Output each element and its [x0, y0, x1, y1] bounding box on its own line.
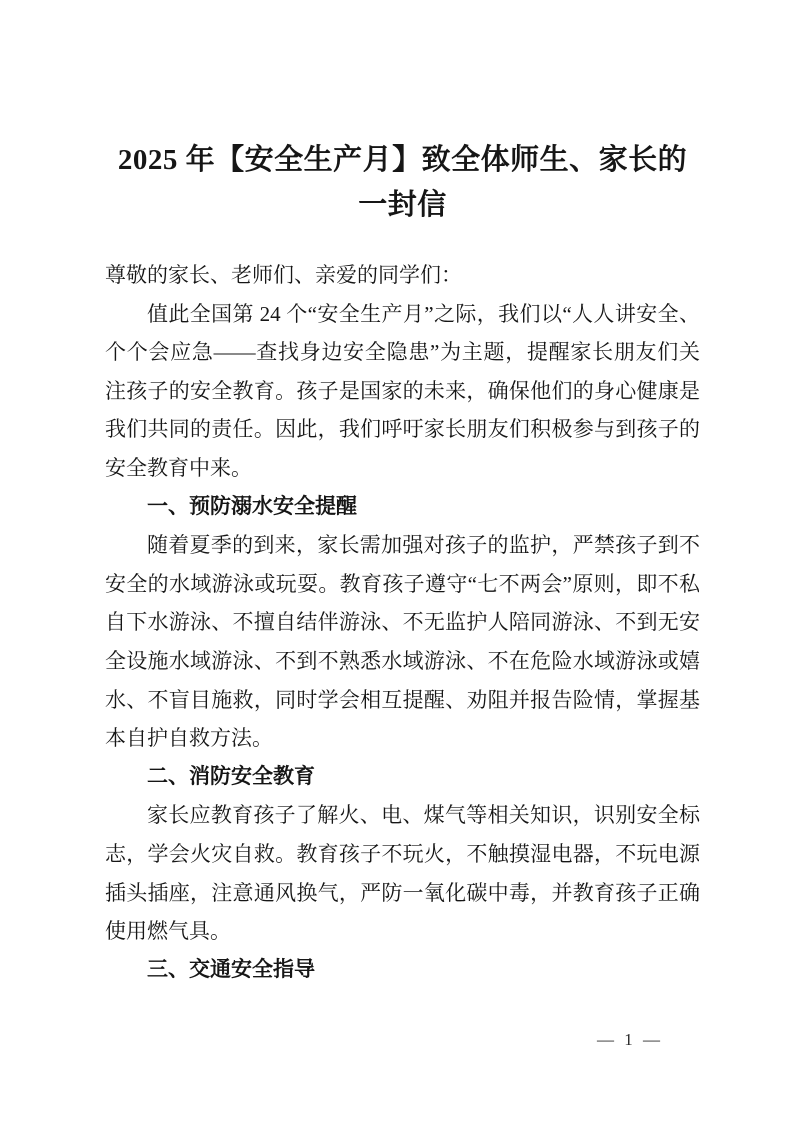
- section-heading-fire-safety: 二、消防安全教育: [147, 764, 315, 788]
- document-content: [105, 138, 700, 989]
- paragraph-intro: 值此全国第 24 个“安全生产月”之际，我们以“人人讲安全、个个会应急——查找身边安全隐患”为主题，提醒家长朋友们关注孩子的安全教育。孩子是国家的未来，确保他们的身心健康是我们共同的责任。因此，我们呼吁家长朋友们积极参与到孩子的安全教育中来。: [105, 301, 700, 480]
- paragraph-fire-safety: 家长应教育孩子了解火、电、煤气等相关知识，识别安全标志，学会火灾自救。教育孩子不玩火，不触摸湿电器，不玩电源插头插座，注意通风换气，严防一氧化碳中毒，并教育孩子正确使用燃气具。: [105, 803, 700, 944]
- page-number: — 1 —: [597, 1030, 663, 1049]
- document-title: 2025 年【安全生产月】致全体师生、家长的一封信: [117, 144, 688, 221]
- section-heading-drowning-prevention: 一、预防溺水安全提醒: [147, 494, 357, 518]
- salutation: 尊敬的家长、老师们、亲爱的同学们：: [105, 263, 462, 287]
- paragraph-drowning-prevention: 随着夏季的到来，家长需加强对孩子的监护，严禁孩子到不安全的水域游泳或玩耍。教育孩子遵守“七不两会”原则，即不私自下水游泳、不擅自结伴游泳、不无监护人陪同游泳、不到无安全设施水域游泳、不到不熟悉水域游泳、不在危险水域游泳或嬉水、不盲目施救，同时学会相互提醒、劝阻并报告险情，掌握基本自护自救方法。: [105, 533, 700, 751]
- section-heading-traffic-safety: 三、交通安全指导: [147, 957, 315, 981]
- document-body: [105, 256, 700, 989]
